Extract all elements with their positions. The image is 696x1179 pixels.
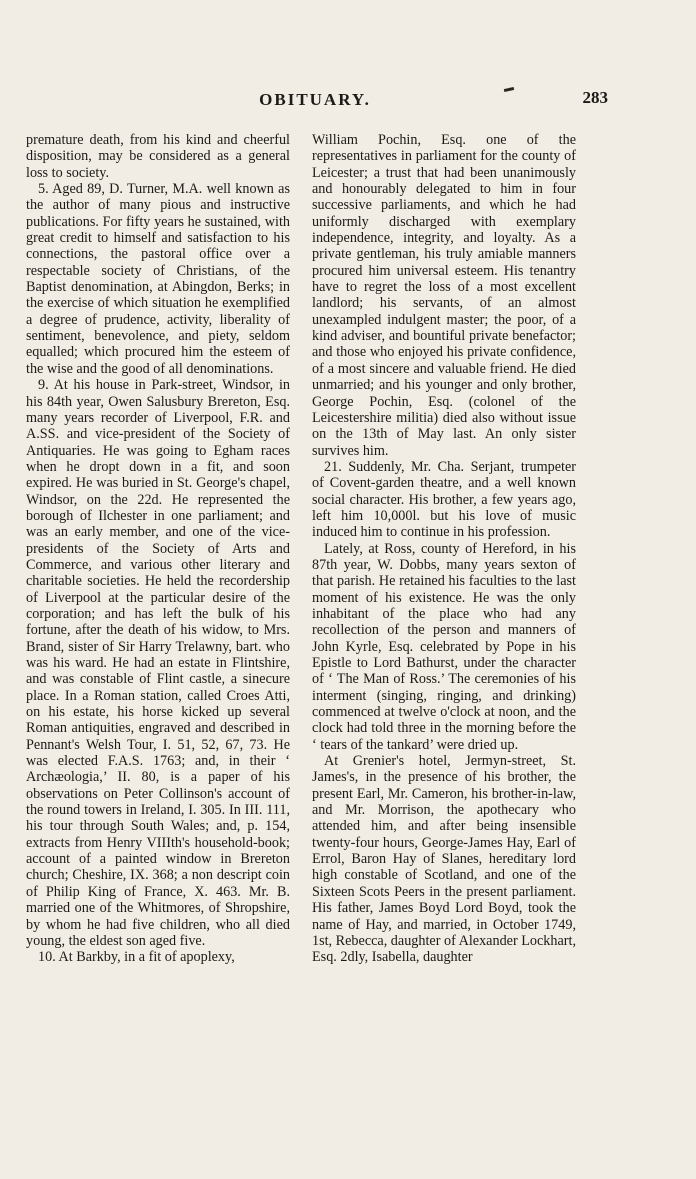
paragraph: At Grenier's hotel, Jermyn-street, St. James's, in the presence of his brother, the present Earl, Mr. Cameron, his brother-in-law, and Mr. Morrison, the apothecary who attended him, and after being insensible twenty-four hours, George-James Hay, Earl of Errol, Baron Hay of Slanes, hereditary lord high constable of Scotland, and one of the Sixteen Scots Peers in the present parliament. His father, James Boyd Lord Boyd, took the name of Hay, and married, in October 1749, 1st, Rebecca, daughter of Alexander Lockhart, Esq. 2dly, Isabella, daughter xyxy=(312,753,576,966)
paragraph: premature death, from his kind and cheerful disposition, may be considered as a general loss to society. xyxy=(26,132,290,181)
paragraph: 9. At his house in Park-street, Windsor, in his 84th year, Owen Salusbury Brereton, Esq. many years recorder of Liverpool, F.R. and A.SS. and vice-president of the Society of Antiquaries. He was going to Egham races when he dropt down in a fit, and soon expired. He was buried in St. George's chapel, Windsor, on the 22d. He represented the borough of Ilchester in one parliament; and was an early member, and one of the vice-presidents of the Society of Arts and Commerce, and various other literary and charitable societies. He held the recordership of Liverpool at the particular desire of the corporation; and has left the bulk of his fortune, after the death of his widow, to Mrs. Brand, sister of Sir Harry Trelawny, bart. who was his ward. He had an estate in Flintshire, and was constable of Flint castle, a sinecure place. In a Roman station, called Croes Atti, on his estate, his horse kicked up several Roman antiquities, engraved and described in Pennant's Welsh Tour, I. 51, 52, 67, 73. He was elected F.A.S. 1763; and, in their ‘ Archæologia,’ II. 80, is a paper of his observations on Peter Collinson's account of the round towers in Ireland, I. 305. In III. 111, his tour through South Wales; and, p. 154, extracts from Henry VIIIth's household-book; account of a painted window in Brereton church; Cheshire, IX. 368; a non descript coin of Philip King of France, X. 463. Mr. B. married one of the Whitmores, of Shropshire, by whom he had five children, who all died young, the eldest son aged five. xyxy=(26,377,290,949)
page-title: OBITUARY. xyxy=(259,90,371,109)
right-column xyxy=(312,132,576,966)
paragraph: 5. Aged 89, D. Turner, M.A. well known as the author of many pious and instructive publications. For fifty years he sustained, with great credit to himself and satisfaction to his connections, the pastoral office over a respectable society of Christians, of the Baptist denomination, at Abingdon, Berks; in the exercise of which situation he exemplified a degree of prudence, activity, liberality of sentiment, benevolence, and piety, seldom equalled; which procured him the esteem of the wise and the good of all denominations. xyxy=(26,181,290,377)
paragraph: Lately, at Ross, county of Hereford, in his 87th year, W. Dobbs, many years sexton of that parish. He retained his faculties to the last moment of his existence. He was the only inhabitant of the place who had any recollection of the person and manners of John Kyrle, Esq. celebrated by Pope in his Epistle to Lord Bathurst, under the character of ‘ The Man of Ross.’ The ceremonies of his interment (singing, ringing, and drinking) commenced at twelve o'clock at noon, and the clock had told three in the morning before the ‘ tears of the tankard’ were dried up. xyxy=(312,540,576,753)
paragraph: William Pochin, Esq. one of the representatives in parliament for the county of Leicester; a trust that had been unanimously and honourably delegated to him in four successive parliaments, and which he had uniformly discharged with exemplary independence, integrity, and loyalty. As a private gentleman, his truly amiable manners procured him universal esteem. His tenantry have to regret the loss of a most excellent landlord; his servants, of an almost unexampled indulgent master; the poor, of a kind adviser, and bountiful private benefactor; and those who enjoyed his private confidence, of a most sincere and valuable friend. He died unmarried; and his younger and only brother, George Pochin, Esq. (colonel of the Leicestershire militia) died also without issue on the 13th of May last. An only sister survives him. xyxy=(312,132,576,459)
left-column xyxy=(26,132,290,966)
page-number: 283 xyxy=(582,88,608,107)
running-header xyxy=(22,88,608,112)
paragraph: 21. Suddenly, Mr. Cha. Serjant, trumpeter of Covent-garden theatre, and a well known social character. His brother, a few years ago, left him 10,000l. but his love of music induced him to continue in his profession. xyxy=(312,458,576,541)
paragraph: 10. At Barkby, in a fit of apoplexy, xyxy=(38,949,235,966)
